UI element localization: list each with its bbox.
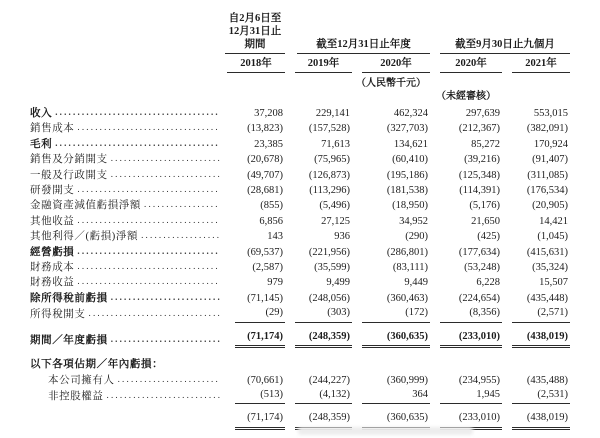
table-row (30, 198, 571, 213)
cell-value (225, 276, 285, 290)
cell-value (502, 292, 570, 306)
value-number: (69,537) (247, 246, 283, 258)
value-number: (221,956) (308, 246, 350, 258)
value-number: (248,056) (308, 292, 350, 304)
row-label-text: 非控股權益 (48, 390, 104, 402)
table-row (30, 373, 571, 388)
value-number: 34,952 (399, 215, 428, 227)
row-label (30, 307, 225, 322)
table-row (30, 260, 571, 275)
cell-value (285, 153, 352, 167)
value-number: (71,145) (247, 292, 283, 304)
dot-leader (144, 198, 220, 211)
dot-leader (111, 333, 220, 346)
value-number: (29) (235, 306, 285, 322)
cell-value (430, 199, 502, 213)
cell-value (502, 230, 570, 244)
cell-value (352, 292, 430, 306)
value-number: (212,367) (458, 123, 500, 135)
cell-value (430, 153, 502, 167)
cell-value (502, 138, 570, 152)
value-number: (435,488) (526, 374, 568, 386)
cell-value (225, 107, 285, 121)
cell-value (285, 230, 352, 244)
value-number: (382,091) (526, 123, 568, 135)
cell-value (352, 199, 430, 213)
row-label (30, 106, 225, 121)
table-header (30, 12, 571, 103)
cell-value (502, 388, 570, 404)
value-number: (360,999) (386, 374, 428, 386)
dot-leader (77, 245, 220, 258)
value-number: (113,296) (309, 185, 350, 197)
value-number: 9,499 (326, 277, 350, 289)
column-group-period-feb6-dec31 (225, 12, 285, 54)
value-number: 37,208 (254, 108, 283, 119)
table-row (30, 152, 571, 167)
value-number: (49,707) (247, 169, 283, 181)
cell-value (502, 199, 570, 213)
value-number: (20,905) (532, 200, 568, 212)
value-number: (157,528) (308, 123, 350, 135)
value-number: (311,085) (527, 169, 568, 181)
table-section-row (30, 358, 571, 372)
cell-value (285, 199, 352, 213)
value-number: (415,631) (526, 246, 568, 258)
value-number: 23,385 (254, 138, 283, 150)
row-label-text: 銷售及分銷開支 (30, 154, 108, 166)
dot-leader (77, 260, 220, 273)
cell-value (352, 246, 430, 260)
row-label (30, 291, 225, 306)
dot-leader (118, 373, 220, 386)
row-label (30, 358, 225, 372)
value-number: (360,463) (386, 292, 428, 304)
row-label (30, 229, 225, 244)
value-number: (71,174) (235, 330, 285, 348)
value-number: (8,356) (440, 306, 502, 322)
cell-value (430, 169, 502, 183)
cell-value (430, 184, 502, 198)
value-number: (114,391) (459, 185, 500, 197)
table-row (30, 388, 571, 404)
value-number: 936 (334, 231, 350, 243)
value-number: 553,015 (533, 108, 568, 119)
value-number: (248,359) (295, 411, 352, 429)
row-label-text: 所得稅開支 (30, 309, 86, 321)
cell-value (430, 276, 502, 290)
header-year-row (30, 57, 571, 73)
cell-value (285, 330, 352, 348)
row-label (30, 183, 225, 198)
row-label (30, 275, 225, 290)
cell-value (285, 184, 352, 198)
value-number: 71,613 (321, 138, 350, 150)
cell-value (502, 246, 570, 260)
value-number: (172) (362, 306, 430, 322)
cell-value (352, 330, 430, 348)
cell-value (225, 261, 285, 275)
cell-value (430, 292, 502, 306)
value-number: 15,507 (539, 277, 568, 289)
row-label-text: 金融資產減值虧損淨額 (30, 200, 141, 212)
cell-value (285, 261, 352, 275)
value-number: (438,019) (512, 330, 570, 348)
dot-leader (55, 137, 220, 150)
value-number: 134,621 (393, 138, 428, 150)
value-number: (60,410) (392, 154, 428, 166)
cell-value (352, 306, 430, 322)
cell-value (430, 330, 502, 348)
cell-value (285, 306, 352, 322)
value-number: (39,216) (464, 154, 500, 166)
value-number: 462,324 (393, 108, 428, 119)
cell-value (430, 246, 502, 260)
value-number: (290) (405, 231, 428, 243)
cell-value (225, 292, 285, 306)
row-label-text: 除所得稅前虧損 (30, 292, 108, 304)
value-number: (83,111) (392, 262, 428, 274)
cell-value (430, 122, 502, 136)
value-number: 229,141 (315, 108, 350, 119)
row-label-text: 收入 (30, 108, 53, 119)
value-number: (425) (477, 231, 500, 243)
value-number: (195,186) (386, 169, 428, 181)
row-label-text: 經營虧損 (30, 246, 75, 258)
dot-leader (77, 183, 220, 196)
header-group-row (30, 12, 571, 54)
value-number: (181,538) (386, 185, 428, 197)
cell-value (430, 107, 502, 121)
value-number: (75,965) (314, 154, 350, 166)
value-number: (360,635) (362, 411, 430, 429)
group1-line2: 12月31日止 (228, 26, 282, 37)
table-row (30, 306, 571, 322)
table-row (30, 229, 571, 244)
row-label (30, 214, 225, 229)
cell-value (352, 374, 430, 388)
row-label-text: 以下各項佔期／年內虧損： (30, 359, 164, 371)
cell-value (225, 199, 285, 213)
cell-value (502, 306, 570, 322)
value-number: (35,324) (532, 262, 568, 274)
cell-value (502, 261, 570, 275)
cell-value (225, 246, 285, 260)
cell-value (430, 374, 502, 388)
row-label-text: 其他利得／(虧損)淨額 (30, 231, 139, 243)
cell-value (225, 411, 285, 429)
row-label-text: 本公司擁有人 (48, 374, 115, 386)
column-year-2019: 2019年 (295, 57, 352, 73)
cell-value (430, 388, 502, 404)
cell-value (225, 330, 285, 348)
cell-value (352, 169, 430, 183)
column-year-2020-9m: 2020年 (440, 57, 502, 73)
row-label-text: 毛利 (30, 138, 53, 150)
value-number: (4,132) (295, 388, 352, 404)
table-row (30, 245, 571, 260)
value-number: (18,950) (392, 200, 428, 212)
row-label (30, 260, 225, 275)
value-number: 6,228 (476, 277, 500, 289)
cell-value (285, 138, 352, 152)
value-number: (71,174) (235, 411, 285, 429)
value-number: (303) (295, 306, 352, 322)
header-unit-row (30, 73, 571, 90)
cell-value (285, 276, 352, 290)
income-statement-table (30, 12, 571, 430)
row-label (30, 245, 225, 260)
value-number: (91,407) (532, 154, 568, 166)
row-label (30, 373, 225, 388)
value-number: (125,348) (458, 169, 500, 181)
cell-value (502, 184, 570, 198)
dot-leader (141, 229, 220, 242)
value-number: (286,801) (386, 246, 428, 258)
dot-leader (111, 152, 220, 165)
value-number: 85,272 (471, 138, 500, 150)
cell-value (502, 153, 570, 167)
cell-value (352, 261, 430, 275)
currency-unit-note: （人民幣千元） (356, 78, 426, 89)
value-number: (13,823) (247, 123, 283, 135)
value-number: 143 (267, 231, 283, 243)
cell-value (502, 276, 570, 290)
dot-leader (111, 168, 220, 181)
value-number: (35,599) (314, 262, 350, 274)
cell-value (225, 138, 285, 152)
page-footer-artifact (298, 427, 473, 435)
cell-value (352, 215, 430, 229)
value-number: (233,010) (440, 411, 502, 429)
column-year-2021-9m: 2021年 (512, 57, 570, 73)
cell-value (352, 388, 430, 404)
row-label-text: 財務成本 (30, 262, 75, 274)
row-label (30, 333, 225, 348)
cell-value (502, 215, 570, 229)
dot-leader (111, 291, 220, 304)
dot-leader (107, 389, 221, 402)
row-label-text: 銷售成本 (30, 123, 75, 135)
cell-value (352, 107, 430, 121)
row-label (30, 389, 225, 404)
value-number: (28,681) (247, 185, 283, 197)
cell-value (225, 306, 285, 322)
cell-value (225, 153, 285, 167)
cell-value (502, 169, 570, 183)
value-number: (53,248) (464, 262, 500, 274)
value-number: (177,634) (458, 246, 500, 258)
value-number: (244,227) (308, 374, 350, 386)
cell-value (502, 107, 570, 121)
table-row (30, 291, 571, 306)
cell-value (225, 230, 285, 244)
table-row (30, 183, 571, 198)
table-row (30, 275, 571, 290)
value-number: (513) (235, 388, 285, 404)
value-number: (1,045) (537, 231, 568, 243)
value-number: 21,650 (471, 215, 500, 227)
cell-value (225, 122, 285, 136)
dot-leader (55, 106, 220, 119)
cell-value (430, 138, 502, 152)
row-label (30, 152, 225, 167)
cell-value (285, 169, 352, 183)
value-number: 27,125 (321, 215, 350, 227)
table-body (30, 106, 571, 430)
value-number: 14,421 (539, 215, 568, 227)
value-number: (176,534) (526, 185, 568, 197)
value-number: (2,587) (252, 262, 283, 274)
cell-value (352, 138, 430, 152)
dot-leader (77, 214, 220, 227)
value-number: (224,654) (458, 292, 500, 304)
table-row (30, 214, 571, 229)
cell-value (285, 388, 352, 404)
dot-leader (77, 121, 220, 134)
value-number: (5,496) (319, 200, 350, 212)
cell-value (225, 374, 285, 388)
value-number: (438,019) (512, 411, 570, 429)
table-row (30, 106, 571, 121)
value-number: (327,703) (386, 123, 428, 135)
cell-value (502, 122, 570, 136)
cell-value (285, 215, 352, 229)
row-label (30, 198, 225, 213)
cell-value (430, 230, 502, 244)
row-label-text: 一般及行政開支 (30, 169, 108, 181)
cell-value (285, 292, 352, 306)
cell-value (225, 388, 285, 404)
cell-value (225, 184, 285, 198)
value-number: (126,873) (308, 169, 350, 181)
cell-value (352, 153, 430, 167)
table-row (30, 168, 571, 183)
value-number: (2,571) (512, 306, 570, 322)
value-number: (70,661) (247, 374, 283, 386)
cell-value (502, 374, 570, 388)
cell-value (352, 230, 430, 244)
group1-line1: 自2月6日至 (228, 13, 282, 24)
value-number: (435,448) (526, 292, 568, 304)
row-label-text: 期間／年度虧損 (30, 334, 108, 346)
value-number: (233,010) (440, 330, 502, 348)
cell-value (285, 107, 352, 121)
cell-value (502, 411, 570, 429)
column-year-2018: 2018年 (227, 57, 285, 73)
value-number: (234,955) (458, 374, 500, 386)
cell-value (430, 261, 502, 275)
value-number: 170,924 (533, 138, 568, 150)
value-number: (5,176) (469, 200, 500, 212)
unaudited-note: （未經審核） (436, 91, 496, 102)
value-number: 1,945 (440, 388, 502, 404)
row-label (30, 168, 225, 183)
value-number: 297,639 (465, 108, 500, 119)
row-label-text: 財務收益 (30, 277, 75, 289)
value-number: 9,449 (404, 277, 428, 289)
value-number: (855) (260, 200, 283, 212)
value-number: (248,359) (295, 330, 352, 348)
cell-value (352, 122, 430, 136)
cell-value (352, 184, 430, 198)
cell-value (430, 306, 502, 322)
column-year-2020-fy: 2020年 (362, 57, 430, 73)
value-number: 364 (362, 388, 430, 404)
cell-value (285, 374, 352, 388)
row-label-text: 研發開支 (30, 185, 75, 197)
row-label (30, 121, 225, 136)
value-number: (2,531) (512, 388, 570, 404)
dot-leader (89, 307, 221, 320)
value-number: (20,678) (247, 154, 283, 166)
column-group-year-ended-dec31: 截至12月31日止年度 (297, 38, 430, 54)
cell-value (285, 246, 352, 260)
value-number: 6,856 (259, 215, 283, 227)
cell-value (352, 276, 430, 290)
cell-value (430, 215, 502, 229)
cell-value (225, 215, 285, 229)
header-unaudited-row (30, 90, 571, 103)
cell-value (225, 169, 285, 183)
value-number: (360,635) (362, 330, 430, 348)
cell-value (502, 330, 570, 348)
dot-leader (77, 275, 220, 288)
column-group-nine-months-sep30: 截至9月30日止九個月 (440, 38, 570, 54)
value-number: 979 (267, 277, 283, 289)
table-row (30, 137, 571, 152)
row-label (30, 137, 225, 152)
table-row (30, 330, 571, 348)
cell-value (285, 122, 352, 136)
group1-line3: 期間 (244, 39, 266, 50)
row-label-text: 其他收益 (30, 215, 75, 227)
table-row (30, 121, 571, 136)
